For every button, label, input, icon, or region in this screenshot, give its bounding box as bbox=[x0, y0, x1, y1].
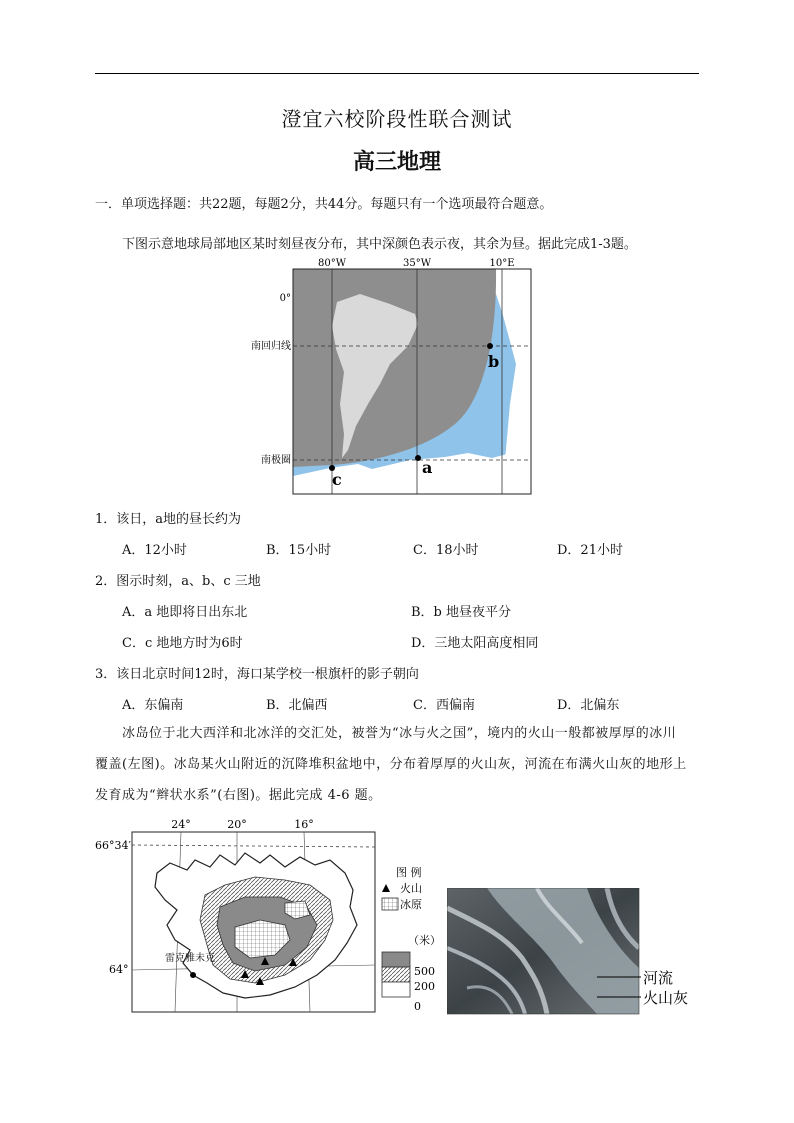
city-label: 雷克雅未克 bbox=[165, 953, 215, 964]
passage-line-3: 发育成为“辫状水系”(右图)。据此完成 4-6 题。 bbox=[95, 788, 382, 803]
q2-option-d: D．三地太阳高度相同 bbox=[411, 636, 539, 651]
legend-title: 图 例 bbox=[396, 866, 422, 879]
legend-level-500: 500 bbox=[414, 965, 435, 978]
q2-option-b: B．b 地昼夜平分 bbox=[411, 605, 512, 620]
lon-label-35w: 35°W bbox=[402, 258, 432, 269]
q1-option-a: A．12小时 bbox=[122, 543, 187, 558]
lon-label-80w: 80°W bbox=[317, 258, 347, 269]
day-night-map bbox=[240, 254, 540, 496]
q2-stem: 2．图示时刻，a、b、c 三地 bbox=[95, 574, 261, 589]
point-b-label: b bbox=[488, 352, 500, 371]
q3-stem: 3．该日北京时间12时，海口某学校一根旗杆的影子朝向 bbox=[95, 667, 419, 682]
lat-label-antarctic: 南极圈 bbox=[261, 455, 291, 466]
point-a-marker bbox=[415, 455, 421, 461]
legend-0-swatch bbox=[382, 982, 410, 997]
q3-option-b: B．北偏西 bbox=[266, 698, 328, 713]
legend-volcano-icon bbox=[382, 884, 390, 892]
passage-line-2: 覆盖(左图)。冰岛某火山附近的沉降堆积盆地中，分布着厚厚的火山灰，河流在布满火山灰的地形上 bbox=[95, 757, 687, 772]
q2-option-c: C．c 地地方时为6时 bbox=[122, 636, 243, 651]
lat-label-tropic: 南回归线 bbox=[251, 341, 291, 352]
lon-label-16: 16° bbox=[294, 818, 314, 831]
legend-icefield-swatch bbox=[382, 898, 398, 910]
legend-unit: （米） bbox=[408, 934, 441, 947]
braided-river-photo bbox=[447, 888, 717, 1018]
legend-icefield-label: 冰原 bbox=[400, 898, 422, 911]
point-a-label: a bbox=[422, 458, 433, 477]
q2-option-a: A．a 地即将日出东北 bbox=[122, 605, 248, 620]
exam-title: 澄宜六校阶段性联合测试 bbox=[281, 107, 513, 131]
q3-option-a: A．东偏南 bbox=[122, 698, 184, 713]
photo-label-ash: 火山灰 bbox=[643, 989, 689, 1007]
lon-label-10e: 10°E bbox=[489, 258, 515, 269]
passage-line-1: 冰岛位于北大西洋和北冰洋的交汇处，被誉为“冰与火之国”，境内的火山一般都被厚厚的冰川 bbox=[122, 726, 677, 741]
legend-volcano-label: 火山 bbox=[400, 882, 422, 895]
map2-legend bbox=[380, 862, 450, 1022]
lat-label-equator: 0° bbox=[279, 293, 291, 304]
q1-option-d: D．21小时 bbox=[557, 543, 623, 558]
point-b-marker bbox=[487, 343, 493, 349]
lat-label-arctic: 66°34′ bbox=[95, 839, 131, 852]
q3-option-c: C．西偏南 bbox=[413, 698, 475, 713]
lon-label-20: 20° bbox=[227, 818, 247, 831]
lon-label-24: 24° bbox=[171, 818, 191, 831]
city-marker bbox=[190, 972, 196, 978]
legend-200-swatch bbox=[382, 967, 410, 982]
q1-stem: 1．该日，a地的昼长约为 bbox=[95, 512, 242, 527]
q1-option-c: C．18小时 bbox=[413, 543, 479, 558]
subject-title: 高三地理 bbox=[352, 150, 441, 175]
section-intro: 下图示意地球局部地区某时刻昼夜分布，其中深颜色表示夜，其余为昼。据此完成1-3题。 bbox=[122, 237, 637, 252]
top-rule bbox=[95, 73, 699, 74]
q3-option-d: D．北偏东 bbox=[557, 698, 620, 713]
photo-label-river: 河流 bbox=[643, 969, 674, 987]
legend-level-200: 200 bbox=[414, 980, 435, 993]
legend-500-swatch bbox=[382, 952, 410, 967]
lat-label-64: 64° bbox=[109, 963, 129, 976]
point-c-label: c bbox=[332, 470, 342, 489]
legend-level-0: 0 bbox=[414, 1000, 421, 1013]
q1-option-b: B．15小时 bbox=[266, 543, 332, 558]
section-heading: 一．单项选择题：共22题，每题2分，共44分。每题只有一个选项最符合题意。 bbox=[95, 197, 553, 212]
